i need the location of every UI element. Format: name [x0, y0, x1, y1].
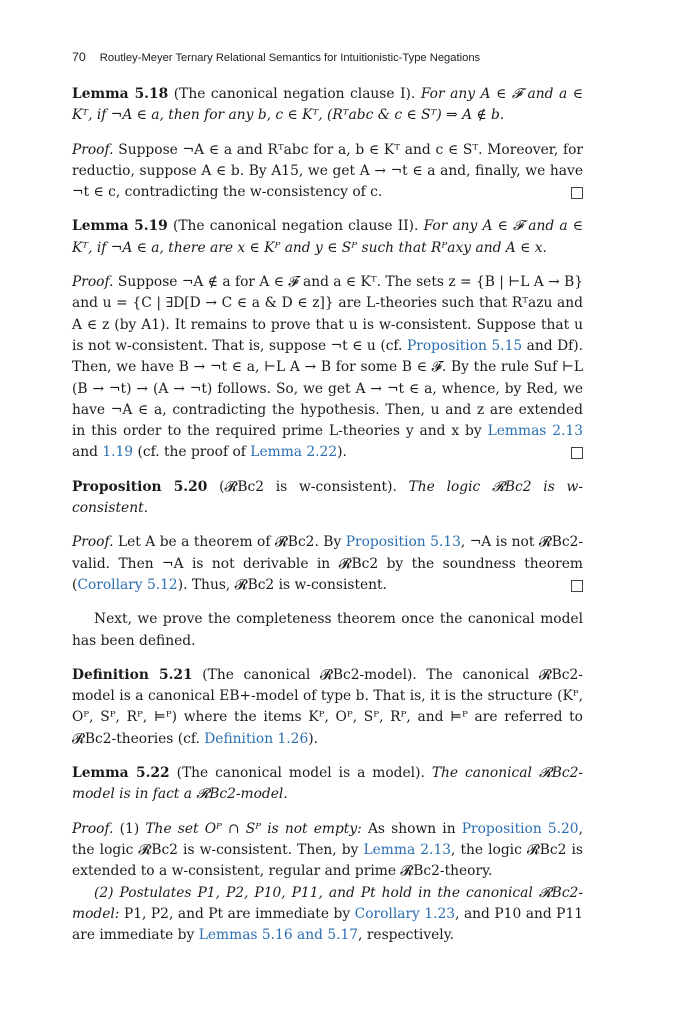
running-header	[72, 50, 583, 80]
proposition-statement: The logic 𝓡Bc2 is w-consistent.	[72, 478, 583, 517]
lemma-statement: For any A ∈ 𝓕 and a ∈ Kᵀ, if ¬A ∈ a, then for any b, c ∈ Kᵀ, (Rᵀabc & c ∈ Sᵀ) ⇒ A ∉ b.	[72, 86, 583, 124]
paragraph-next	[72, 609, 583, 652]
proof-text-4: P1, P2, and Pt are immediate by	[123, 905, 351, 922]
lemma-5-19	[72, 216, 583, 259]
lemma-title: (The canonical negation clause I).	[173, 86, 416, 102]
lemma-label: Lemma 5.19	[72, 218, 168, 235]
proposition-label: Proposition 5.20	[72, 478, 208, 495]
proof-text-1: Suppose ¬A ∉ a for A ∈ 𝓕 and a ∈ Kᵀ. The sets z = {B | ⊢L A → B} and u = {C | ∃D[D → C ∈ a & D ∈ z]} are L-theories such that Rᵀazu and A ∈ z (by A1). It remains to prove that u is w-consistent. Suppose that u is not w-consistent. That is, suppose ¬t ∈ u (cf.	[72, 274, 583, 354]
definition-title: (The canonical 𝓡Bc2-model).	[202, 666, 417, 683]
proof-text-2: and Df). Then, we have B → ¬t ∈ a, ⊢L A → B for some B ∈ 𝓕. By the rule Suf ⊢L (B → ¬t) → (A → ¬t) follows. So, we get A → ¬t ∈ a, whence, by Red, we have ¬A ∈ a, contradicting the hypothesis. Then, u and z are extended in this order to the required prime L-theories y and x by	[72, 337, 584, 440]
page	[72, 50, 583, 959]
item-heading: The set Oᴾ ∩ Sᴾ is not empty:	[145, 820, 362, 837]
cross-reference-link[interactable]: Proposition 5.20	[461, 820, 579, 837]
lemma-label: Lemma 5.18	[72, 86, 169, 102]
proof-text-3: and	[72, 444, 98, 461]
cross-reference-link[interactable]: Lemmas 2.13	[487, 423, 584, 440]
proof-label: Proof.	[72, 534, 114, 551]
lemma-5-22	[72, 763, 583, 806]
proposition-title: (𝓡Bc2 is w-consistent).	[219, 478, 397, 495]
cross-reference-link[interactable]: Proposition 5.15	[406, 337, 523, 354]
cross-reference-link[interactable]: Proposition 5.13	[345, 534, 461, 551]
qed-box	[571, 187, 583, 199]
page-number: 70	[72, 50, 86, 64]
proof-text-3: ). Thus, 𝓡Bc2 is w-consistent.	[177, 576, 387, 593]
cross-reference-link[interactable]: Lemma 2.22	[250, 444, 338, 461]
cross-reference-link[interactable]: Corollary 5.12	[77, 576, 178, 593]
cross-reference-link[interactable]: Corollary 1.23	[354, 905, 456, 922]
proof-paragraph-2	[72, 883, 583, 947]
cross-reference-link[interactable]: 1.19	[102, 444, 134, 461]
proof-text-5: , and P10 and P11 are immediate by	[72, 905, 583, 944]
proof-5-18	[72, 140, 583, 204]
lemma-statement: For any A ∈ 𝓕 and a ∈ Kᵀ, if ¬A ∈ a, there are x ∈ Kᴾ and y ∈ Sᴾ such that Rᴾaxy and A ∈ x.	[72, 218, 583, 256]
lemma-statement: The canonical 𝓡Bc2-model is in fact a 𝓡Bc2-model.	[72, 765, 584, 803]
paragraph-text: Next, we prove the completeness theorem once the canonical model has been defined.	[72, 611, 583, 649]
proof-5-20	[72, 532, 583, 596]
lemma-title: (The canonical negation clause II).	[172, 218, 419, 235]
proof-label: Proof.	[72, 820, 114, 837]
proof-label: Proof.	[72, 141, 114, 158]
cross-reference-link[interactable]: Lemma 2.13	[363, 841, 451, 858]
proof-5-19	[72, 272, 583, 464]
cross-reference-link[interactable]: Definition 1.26	[204, 730, 309, 747]
definition-label: Definition 5.21	[72, 666, 193, 683]
item-number: (1)	[119, 820, 140, 837]
proof-5-22	[72, 819, 583, 947]
proof-label: Proof.	[72, 274, 114, 291]
proof-text-2: , the logic 𝓡Bc2 is w-consistent. Then, by	[72, 820, 583, 858]
lemma-label: Lemma 5.22	[72, 765, 170, 782]
definition-5-21	[72, 665, 583, 750]
lemma-5-18	[72, 84, 583, 127]
proof-text-5: ).	[337, 444, 347, 461]
definition-text-1: The canonical 𝓡Bc2-model is a canonical EB+-model of type b. That is, it is the structure (Kᴾ, Oᴾ, Sᴾ, Rᴾ, ⊨ᴾ) where the items Kᴾ, Oᴾ, Sᴾ, Rᴾ, and ⊨ᴾ are referred to 𝓡Bc2-theories (cf.	[72, 666, 583, 747]
proof-text-4: (cf. the proof of	[137, 444, 246, 461]
proof-paragraph-1	[72, 819, 583, 883]
definition-text-2: ).	[308, 730, 318, 747]
running-title: Routley-Meyer Ternary Relational Semantics for Intuitionistic-Type Negations	[99, 52, 481, 64]
proof-text: Suppose ¬A ∈ a and Rᵀabc for a, b ∈ Kᵀ and c ∈ Sᵀ. Moreover, for reductio, suppose A ∈ b. By A15, we get A → ¬t ∈ a and, finally, we have ¬t ∈ c, contradicting the w-consistency of c.	[72, 141, 583, 201]
qed-box	[571, 447, 583, 459]
proof-text-3: , the logic 𝓡Bc2 is extended to a w-consistent, regular and prime 𝓡Bc2-theory.	[72, 841, 583, 880]
qed-box	[571, 580, 583, 592]
item-heading: (2) Postulates P1, P2, P10, P11, and Pt hold in the canonical 𝓡Bc2-model:	[72, 884, 583, 922]
proof-text-6: , respectively.	[358, 927, 455, 944]
proof-text-1: Let A be a theorem of 𝓡Bc2. By	[117, 534, 342, 551]
proof-text-2: , ¬A is not 𝓡Bc2-valid. Then ¬A is not derivable in 𝓡Bc2 by the soundness theorem (	[72, 534, 584, 593]
lemma-title: (The canonical model is a model).	[176, 765, 425, 782]
cross-reference-link[interactable]: Lemmas 5.16 and 5.17	[198, 927, 359, 944]
proof-text-1: As shown in	[367, 820, 456, 837]
proposition-5-20	[72, 477, 583, 520]
